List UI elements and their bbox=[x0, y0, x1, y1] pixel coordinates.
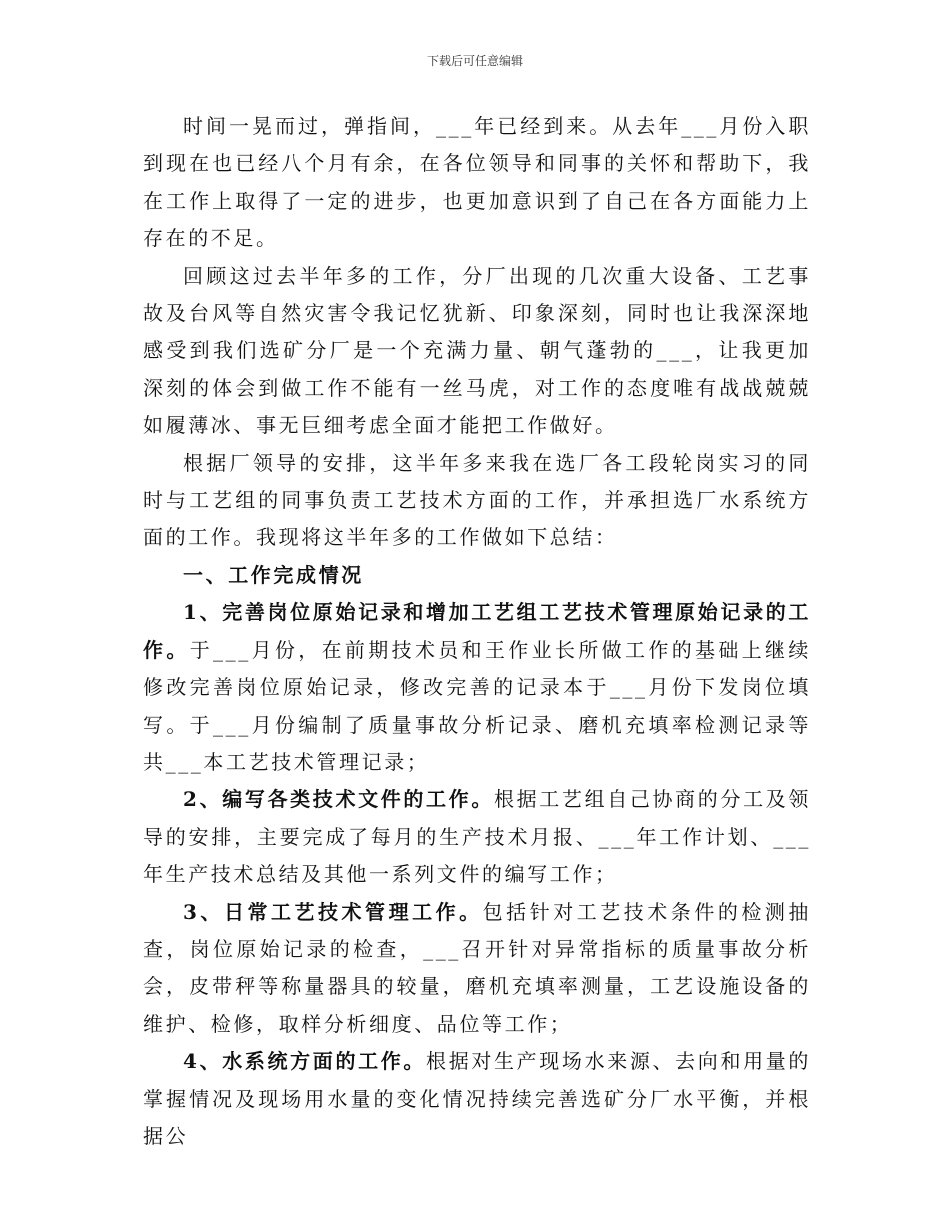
section-heading: 一、工作完成情况 bbox=[183, 562, 364, 587]
list-item-lead: 1、完善岗位原始记录和增加工艺组工艺技术管理原始记录的工作。 bbox=[143, 600, 811, 662]
list-item bbox=[143, 594, 811, 781]
list-item-lead: 3、日常工艺技术管理工作。 bbox=[183, 899, 483, 924]
list-item-body: 包括针对工艺技术条件的检测抽查，岗位原始记录的检查，___召开针对异常指标的质量事故分析会，皮带秤等称量器具的较量，磨机充填率测量，工艺设施设备的维护、检修，取样分析细度、品位等工作； bbox=[143, 899, 811, 1036]
list-item-body: 根据工艺组自己协商的分工及领导的安排，主要完成了每月的生产技术月报、___年工作计划、___年生产技术总结及其他一系列文件的编写工作； bbox=[143, 787, 811, 887]
document-body bbox=[143, 108, 811, 1155]
list-item bbox=[143, 1043, 811, 1155]
paragraph-arrangement: 根据厂领导的安排，这半年多来我在选厂各工段轮岗实习的同时与工艺组的同事负责工艺技术方面的工作，并承担选厂水系统方面的工作。我现将这半年多的工作做如下总结： bbox=[143, 450, 811, 550]
list-item-lead: 2、编写各类技术文件的工作。 bbox=[183, 787, 494, 812]
page-header-note: 下载后可任意编辑 bbox=[426, 54, 523, 68]
list-item-lead: 4、水系统方面的工作。 bbox=[183, 1049, 427, 1074]
list-item bbox=[143, 781, 811, 893]
paragraph-intro: 时间一晃而过，弹指间，___年已经到来。从去年___月份入职到现在也已经八个月有余，在各位领导和同事的关怀和帮助下，我在工作上取得了一定的进步，也更加意识到了自己在各方面能力上存在的不足。 bbox=[143, 114, 811, 251]
list-item-body: 于___月份，在前期技术员和王作业长所做工作的基础上继续修改完善岗位原始记录，修改完善的记录本于___月份下发岗位填写。于___月份编制了质量事故分析记录、磨机充填率检测记录等共___本工艺技术管理记录； bbox=[143, 637, 811, 774]
paragraph-review: 回顾这过去半年多的工作，分厂出现的几次重大设备、工艺事故及台风等自然灾害令我记忆犹新、印象深刻，同时也让我深深地感受到我们选矿分厂是一个充满力量、朝气蓬勃的___，让我更加深刻的体会到做工作不能有一丝马虎，对工作的态度唯有战战兢兢如履薄冰、事无巨细考虑全面才能把工作做好。 bbox=[143, 263, 811, 438]
list-item-body: 根据对生产现场水来源、去向和用量的掌握情况及现场用水量的变化情况持续完善选矿分厂水平衡，并根据公 bbox=[143, 1049, 811, 1148]
list-item bbox=[143, 894, 811, 1044]
